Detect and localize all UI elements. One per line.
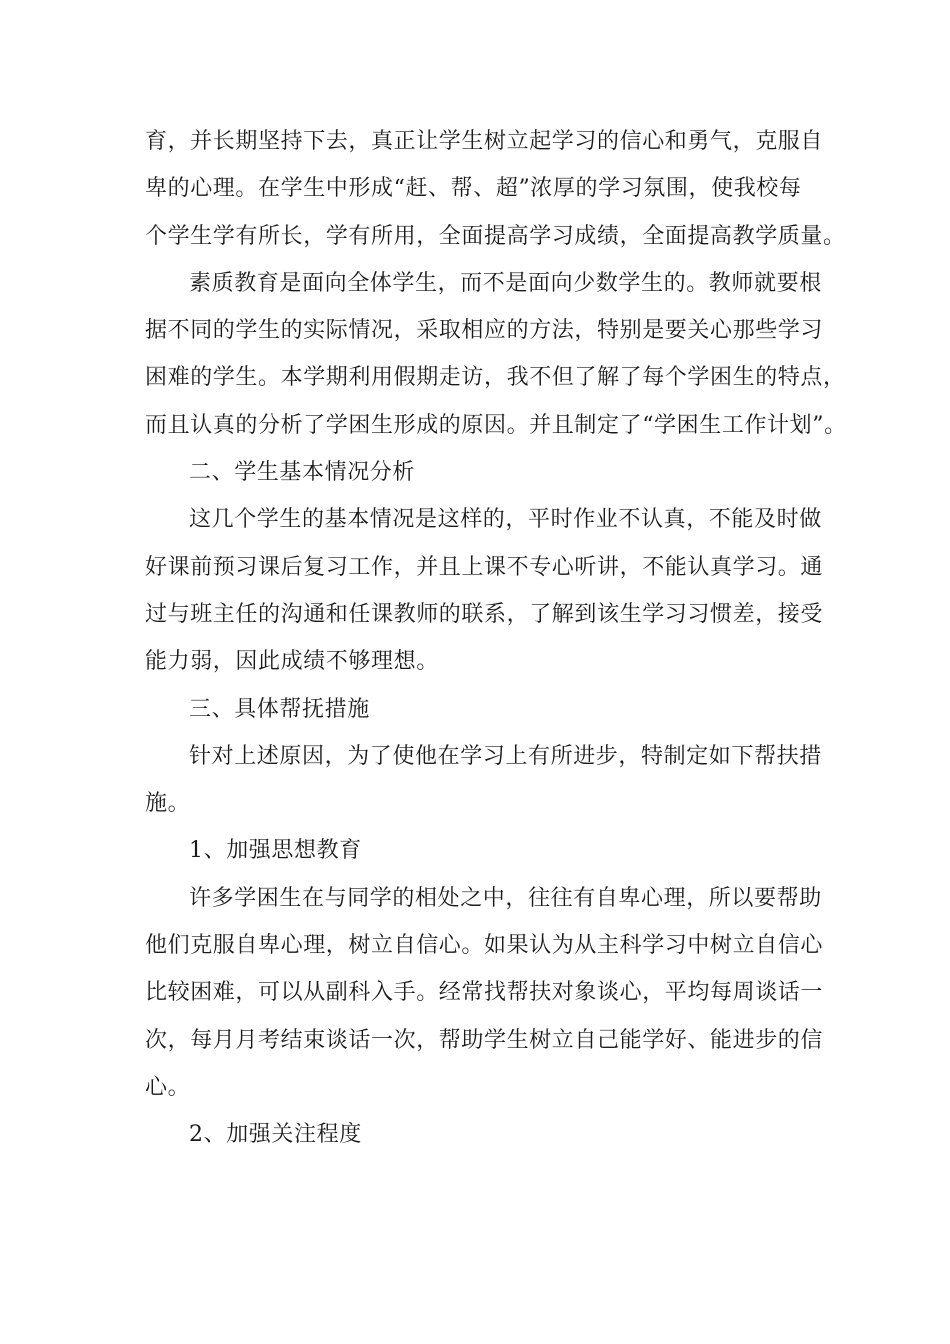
text-line: 2、加强关注程度 <box>189 1122 362 1148</box>
text-line: 许多学困生在与同学的相处之中，往往有自卑心理，所以要帮助 <box>189 885 822 911</box>
text-line: 过与班主任的沟通和任课教师的联系，了解到该生学习习惯差，接受 <box>145 601 824 627</box>
text-line: 困难的学生。本学期利用假期走访，我不但了解了每个学困生的特点， <box>145 365 846 391</box>
text-line: 而且认真的分析了学困生形成的原因。并且制定了“学困生工作计划”。 <box>145 412 847 438</box>
text-line: 这几个学生的基本情况是这样的，平时作业不认真，不能及时做 <box>189 507 822 533</box>
text-line: 比较困难，可以从副科入手。经常找帮扶对象谈心，平均每周谈话一 <box>145 980 824 1006</box>
text-line: 素质教育是面向全体学生，而不是面向少数学生的。教师就要根 <box>189 270 822 296</box>
text-line: 据不同的学生的实际情况，采取相应的方法，特别是要关心那些学习 <box>145 318 824 344</box>
text-line: 能力弱，因此成绩不够理想。 <box>145 649 439 675</box>
text-line: 施。 <box>145 791 191 817</box>
text-line: 他们克服自卑心理，树立自信心。如果认为从主科学习中树立自信心 <box>145 933 824 959</box>
text-line: 个学生学有所长，学有所用，全面提高学习成绩，全面提高教学质量。 <box>145 223 846 249</box>
text-line: 好课前预习课后复习工作，并且上课不专心听讲，不能认真学习。通 <box>145 554 824 580</box>
text-line: 次，每月月考结束谈话一次，帮助学生树立自己能学好、能进步的信 <box>145 1027 824 1053</box>
text-line: 卑的心理。在学生中形成“赶、帮、超”浓厚的学习氛围，使我校每 <box>145 176 802 202</box>
text-line: 针对上述原因，为了使他在学习上有所进步，特制定如下帮扶措 <box>189 743 822 769</box>
text-line: 三、具体帮抚措施 <box>189 696 370 722</box>
text-line: 心。 <box>145 1074 191 1100</box>
text-line: 1、加强思想教育 <box>189 838 362 864</box>
text-line: 二、学生基本情况分析 <box>189 460 416 486</box>
document-body <box>145 118 847 1159</box>
text-line: 育，并长期坚持下去，真正让学生树立起学习的信心和勇气，克服自 <box>145 129 824 154</box>
